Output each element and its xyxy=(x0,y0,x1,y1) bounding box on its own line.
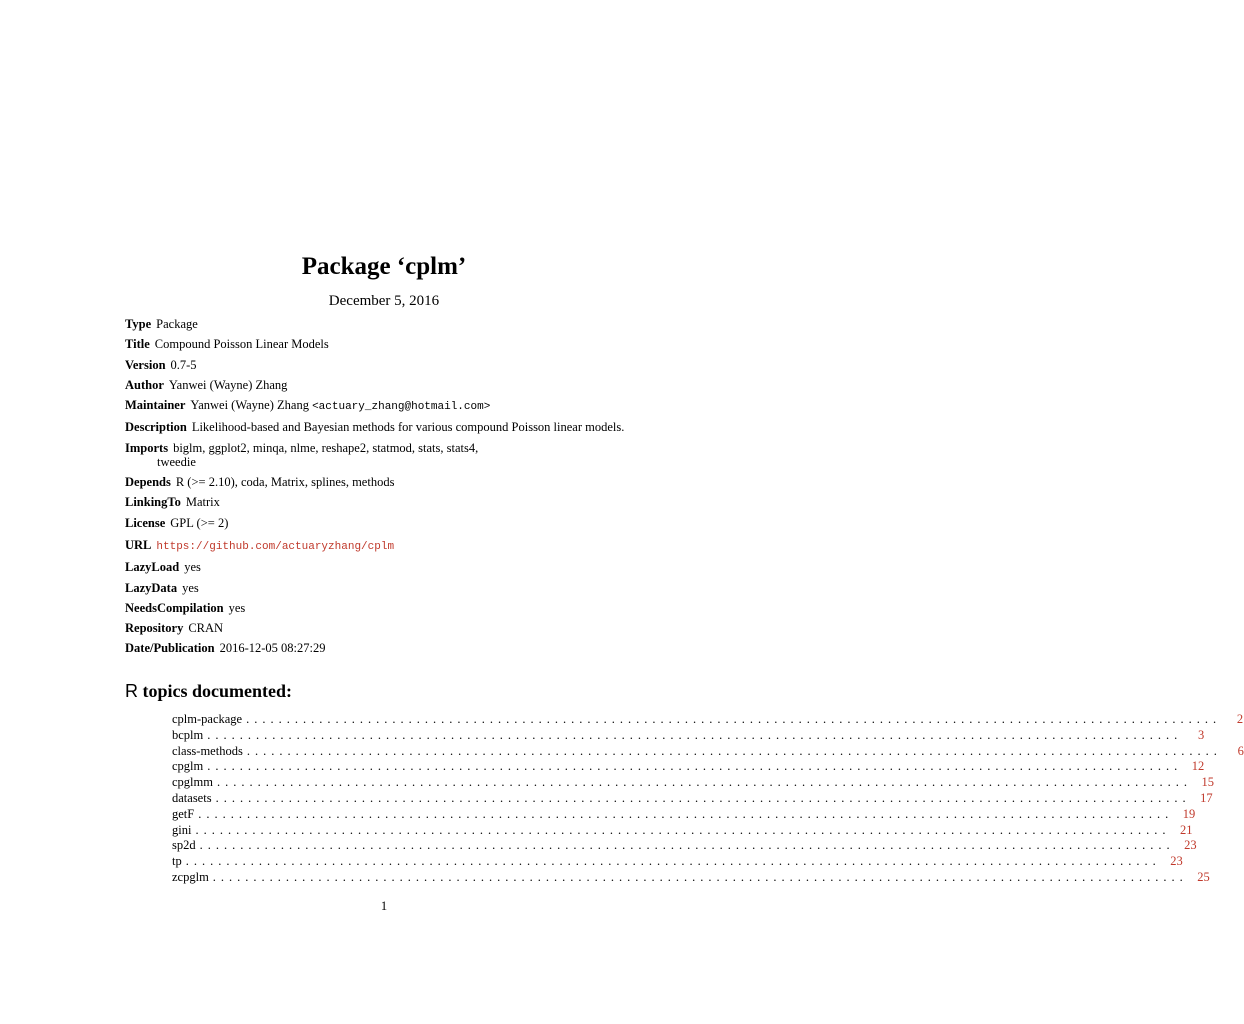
field-type xyxy=(125,314,645,334)
toc-entry-name: cplm-package xyxy=(172,712,243,726)
toc-entry-name: class-methods xyxy=(172,743,243,758)
toc-leader-dots: ........................................................................................................................ xyxy=(185,854,1161,869)
field-description xyxy=(125,417,645,437)
field-key: Version xyxy=(125,357,166,372)
toc-entry-name: cpglm xyxy=(172,759,204,774)
field-value: yes xyxy=(228,600,246,615)
field-key: Date/Publication xyxy=(125,641,215,656)
field-imports xyxy=(125,438,645,469)
toc-page-link[interactable]: 2 xyxy=(1236,712,1244,726)
field-lazyload xyxy=(125,557,645,577)
toc-leader-dots: ........................................................................................................................ xyxy=(246,712,1222,726)
field-version xyxy=(125,355,645,375)
toc-leader-dots: ........................................................................................................................ xyxy=(216,775,1192,790)
toc-page-link[interactable]: 3 xyxy=(1198,727,1205,742)
field-value: Package xyxy=(156,317,198,331)
topics-heading-text: topics documented: xyxy=(142,681,292,701)
toc-entry[interactable] xyxy=(172,790,1213,807)
toc-page-link[interactable]: 21 xyxy=(1179,822,1193,837)
toc-page-link[interactable]: 17 xyxy=(1200,790,1213,805)
field-key: License xyxy=(125,515,166,530)
field-title xyxy=(125,334,645,354)
toc-entry[interactable] xyxy=(172,869,1210,886)
field-value: 2016-12-05 08:27:29 xyxy=(219,641,326,656)
toc-entry[interactable] xyxy=(172,727,1205,744)
field-value: Yanwei (Wayne) Zhang xyxy=(168,377,288,392)
toc-entry-name: tp xyxy=(172,854,182,869)
toc-leader-dots: ........................................................................................................................ xyxy=(246,743,1222,758)
field-url xyxy=(125,535,645,557)
toc-entry[interactable] xyxy=(172,854,1183,870)
toc-page-link[interactable]: 15 xyxy=(1201,775,1214,790)
field-value: Compound Poisson Linear Models xyxy=(154,337,329,352)
field-lazydata xyxy=(125,578,645,598)
field-repository xyxy=(125,618,645,638)
toc-entry-name: getF xyxy=(172,806,195,821)
field-value: biglm, ggplot2, minqa, nlme, reshape2, statmod, stats, stats4, xyxy=(173,440,479,455)
toc-leader-dots: ........................................................................................................................ xyxy=(212,869,1188,884)
toc-leader-dots: ........................................................................................................................ xyxy=(207,759,1183,774)
field-value: CRAN xyxy=(188,621,224,636)
field-key: LazyLoad xyxy=(125,560,180,575)
field-key: LazyData xyxy=(125,580,178,595)
toc-entry[interactable] xyxy=(172,838,1197,854)
description-fields xyxy=(125,314,645,659)
field-value: R (>= 2.10), coda, Matrix, splines, methods xyxy=(175,475,395,490)
maintainer-email[interactable]: <actuary_zhang@hotmail.com> xyxy=(312,401,491,414)
topics-heading xyxy=(125,680,292,702)
field-needscompilation xyxy=(125,598,645,618)
field-key: Description xyxy=(125,420,187,435)
toc-entry-name: cpglmm xyxy=(172,775,213,790)
toc-page-link[interactable]: 23 xyxy=(1170,854,1183,869)
field-key: Maintainer xyxy=(125,398,186,413)
field-key: NeedsCompilation xyxy=(125,600,224,615)
package-title: Package ‘cplm’ xyxy=(301,253,467,280)
field-value: Yanwei (Wayne) Zhang xyxy=(190,398,309,413)
toc-leader-dots: ........................................................................................................................ xyxy=(207,727,1183,742)
toc-entry-name: sp2d xyxy=(172,838,196,853)
toc-leader-dots: ........................................................................................................................ xyxy=(195,822,1171,837)
toc-entry[interactable] xyxy=(172,712,1244,728)
field-key: Imports xyxy=(125,440,169,455)
field-author xyxy=(125,375,645,395)
topics-heading-prefix: R xyxy=(125,681,138,701)
table-of-contents xyxy=(172,712,1244,886)
field-key: Repository xyxy=(125,621,184,636)
toc-entry-name: bcplm xyxy=(172,727,204,742)
field-key: LinkingTo xyxy=(125,495,181,510)
toc-entry-name: datasets xyxy=(172,790,212,805)
field-value-continuation: tweedie xyxy=(157,455,196,470)
field-value: yes xyxy=(182,580,199,595)
toc-entry[interactable] xyxy=(172,759,1205,775)
toc-leader-dots: ........................................................................................................................ xyxy=(199,838,1175,853)
field-linkingto xyxy=(125,492,645,512)
toc-page-link[interactable]: 25 xyxy=(1197,869,1210,884)
field-date-publication xyxy=(125,638,645,658)
page-number: 1 xyxy=(380,899,388,913)
field-key: Title xyxy=(125,337,150,352)
toc-page-link[interactable]: 19 xyxy=(1182,806,1196,821)
toc-entry[interactable] xyxy=(172,775,1214,791)
toc-entry[interactable] xyxy=(172,743,1244,760)
toc-entry[interactable] xyxy=(172,822,1193,839)
field-value: Matrix xyxy=(185,495,220,510)
toc-entry[interactable] xyxy=(172,806,1196,823)
field-depends xyxy=(125,472,645,492)
field-key: URL xyxy=(125,537,152,552)
toc-leader-dots: ........................................................................................................................ xyxy=(215,790,1191,805)
field-key: Author xyxy=(125,377,164,392)
url-link[interactable]: https://github.com/actuaryzhang/cplm xyxy=(156,540,395,553)
toc-page-link[interactable]: 23 xyxy=(1184,838,1197,853)
field-value: yes xyxy=(184,560,201,575)
field-key: Depends xyxy=(125,475,171,490)
toc-leader-dots: ........................................................................................................................ xyxy=(198,806,1174,821)
field-value: 0.7-5 xyxy=(170,357,197,372)
toc-entry-name: zcpglm xyxy=(172,869,209,884)
field-value: Likelihood-based and Bayesian methods for various compound Poisson linear models. xyxy=(191,420,625,435)
field-license xyxy=(125,513,645,533)
field-maintainer xyxy=(125,395,645,417)
field-value: GPL (>= 2) xyxy=(170,515,229,530)
field-key: Type xyxy=(125,317,152,331)
toc-page-link[interactable]: 6 xyxy=(1237,743,1244,758)
toc-entry-name: gini xyxy=(172,822,192,837)
package-date: December 5, 2016 xyxy=(328,293,440,309)
toc-page-link[interactable]: 12 xyxy=(1191,759,1205,774)
